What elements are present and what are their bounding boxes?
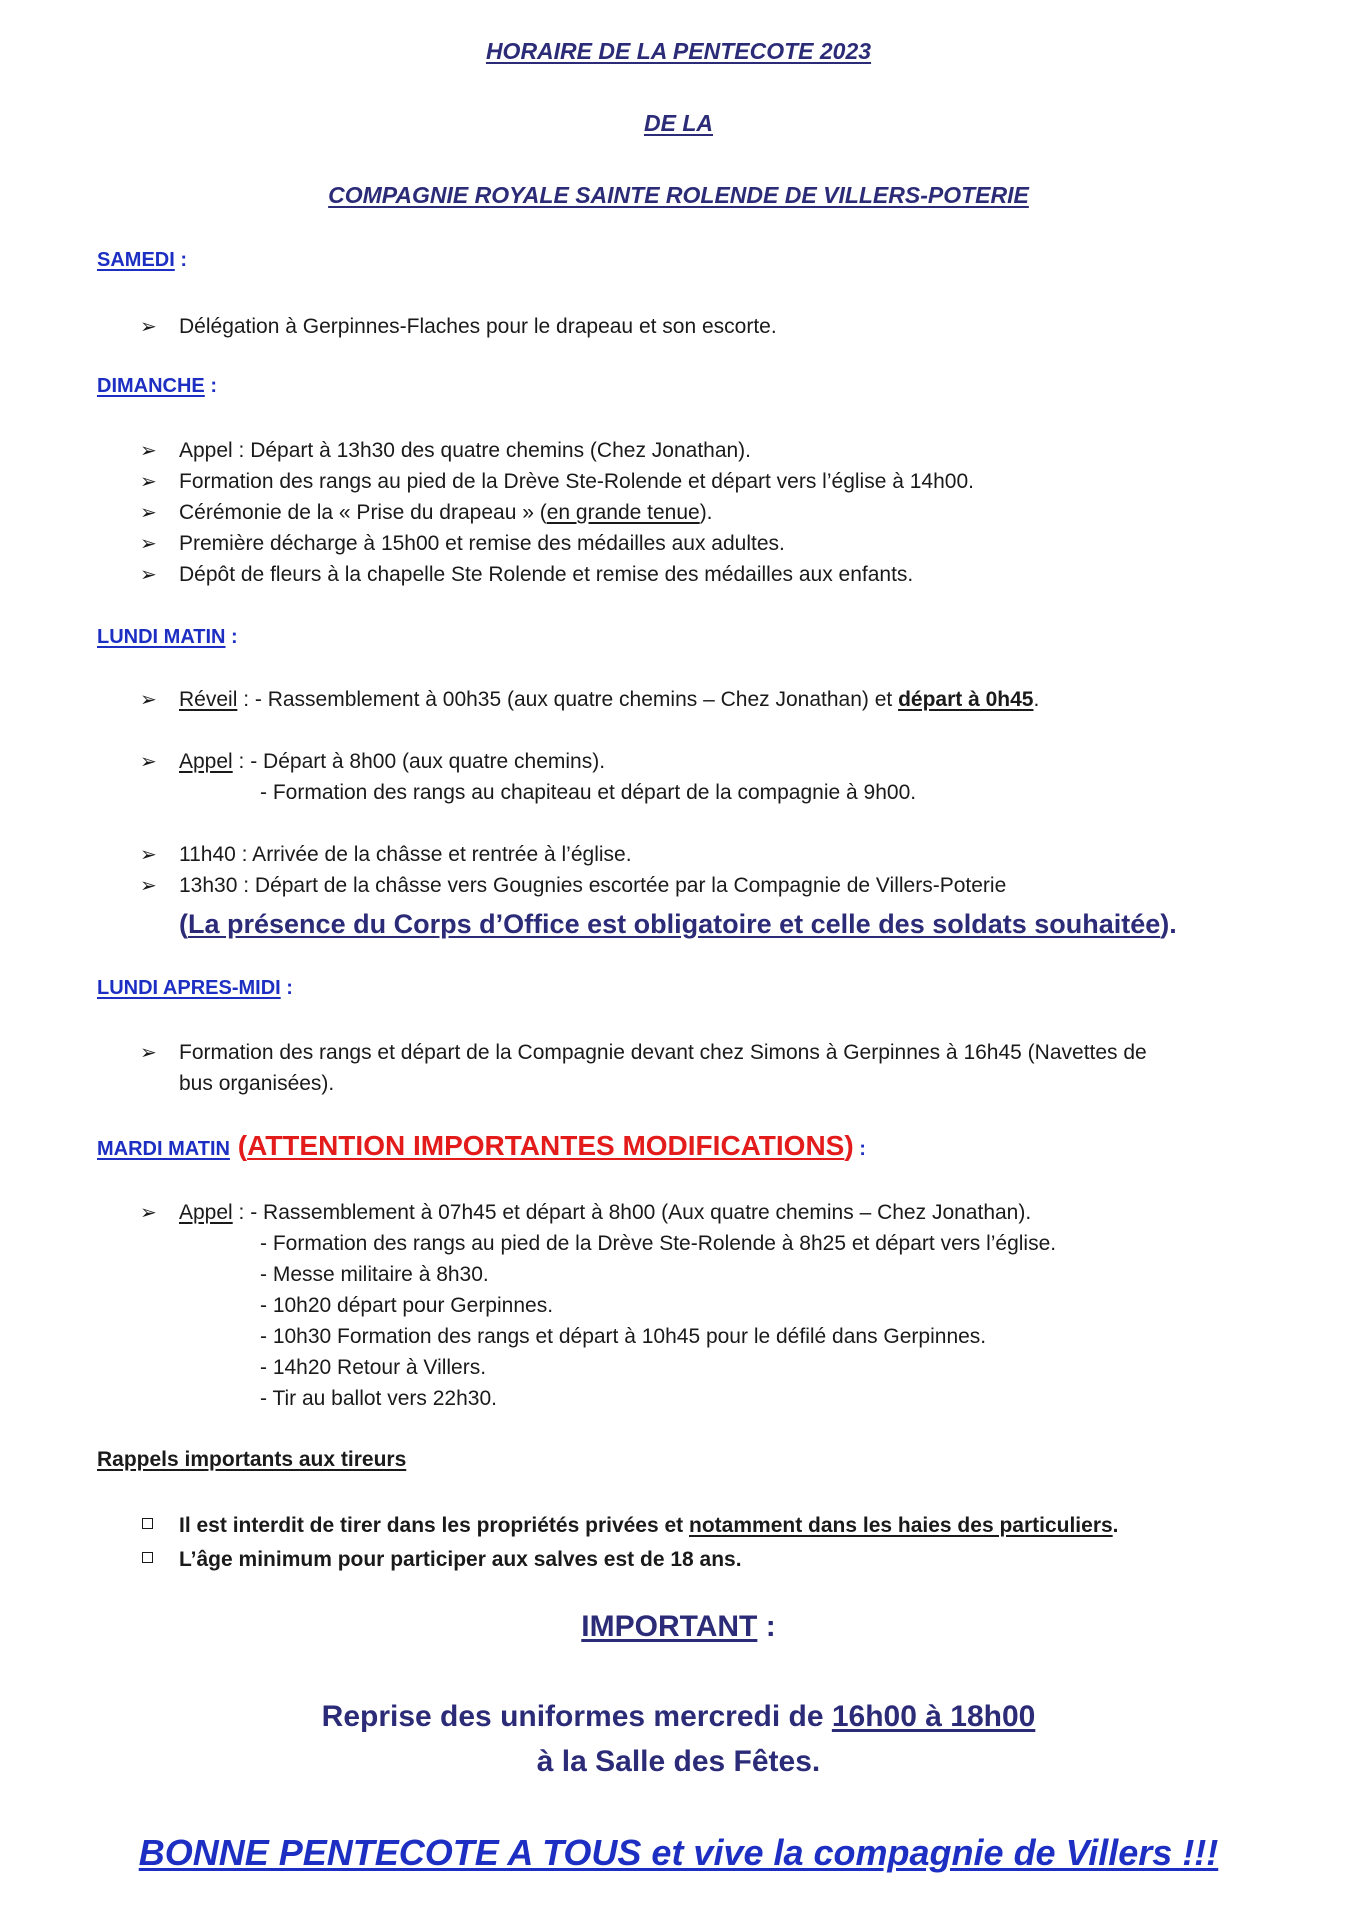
heading-lundi-apres-midi: LUNDI APRES-MIDI :: [97, 977, 293, 999]
list-item: ➢ Cérémonie de la « Prise du drapeau » (en grande tenue).: [140, 500, 713, 524]
list-item-continuation: bus organisées).: [179, 1072, 335, 1095]
heading-lundi-matin: LUNDI MATIN :: [97, 626, 238, 648]
list-item-continuation: - Messe militaire à 8h30.: [260, 1263, 489, 1286]
list-item: ➢ Formation des rangs au pied de la Drève Ste-Rolende et départ vers l’église à 14h00.: [140, 469, 974, 493]
arrow-bullet-icon: ➢: [140, 749, 157, 773]
list-item: L’âge minimum pour participer aux salves est de 18 ans.: [0, 1545, 1357, 1575]
list-item-continuation: - 10h30 Formation des rangs et départ à 10h45 pour le défilé dans Gerpinnes.: [260, 1325, 987, 1348]
arrow-bullet-icon: ➢: [140, 500, 157, 524]
arrow-bullet-icon: ➢: [140, 1200, 157, 1224]
important-heading: IMPORTANT :: [581, 1610, 776, 1643]
arrow-bullet-icon: ➢: [140, 438, 157, 462]
arrow-bullet-icon: ➢: [140, 687, 157, 711]
footer-greeting: BONNE PENTECOTE A TOUS et vive la compagnie de Villers !!!: [138, 1832, 1219, 1873]
arrow-bullet-icon: ➢: [140, 873, 157, 897]
arrow-bullet-icon: ➢: [140, 562, 157, 586]
list-item-continuation: - Formation des rangs au chapiteau et départ de la compagnie à 9h00.: [260, 781, 917, 804]
list-item: ➢ Appel : Départ à 13h30 des quatre chemins (Chez Jonathan).: [140, 438, 752, 462]
list-item: ➢ Formation des rangs et départ de la Compagnie devant chez Simons à Gerpinnes à 16h45 (Navettes de: [140, 1040, 1147, 1064]
title-line-3: COMPAGNIE ROYALE SAINTE ROLENDE DE VILLERS-POTERIE: [328, 182, 1029, 208]
arrow-bullet-icon: ➢: [140, 469, 157, 493]
heading-samedi: SAMEDI :: [97, 249, 188, 271]
arrow-bullet-icon: ➢: [140, 531, 157, 555]
list-item-continuation: - Tir au ballot vers 22h30.: [260, 1387, 497, 1410]
heading-rappels: Rappels importants aux tireurs: [97, 1448, 407, 1471]
list-item: ➢ Dépôt de fleurs à la chapelle Ste Rolende et remise des médailles aux enfants.: [140, 562, 914, 586]
square-bullet-icon: [142, 1518, 153, 1529]
title-line-1: HORAIRE DE LA PENTECOTE 2023: [485, 38, 872, 64]
important-line-1: Reprise des uniformes mercredi de 16h00 à 18h00: [321, 1700, 1036, 1733]
important-line-2: à la Salle des Fêtes.: [536, 1745, 821, 1778]
heading-dimanche: DIMANCHE :: [97, 375, 217, 397]
list-item: ➢ Première décharge à 15h00 et remise des médailles aux adultes.: [140, 531, 785, 555]
list-item: Il est interdit de tirer dans les propriétés privées et notamment dans les haies des particuliers.: [0, 1511, 1357, 1541]
arrow-bullet-icon: ➢: [140, 314, 157, 338]
list-item: ➢ Réveil : - Rassemblement à 00h35 (aux quatre chemins – Chez Jonathan) et départ à 0h45.: [140, 687, 1040, 711]
notice-corps-office: (La présence du Corps d’Office est obligatoire et celle des soldats souhaitée).: [179, 909, 1177, 939]
arrow-bullet-icon: ➢: [140, 1040, 157, 1064]
list-item: ➢ Appel : - Départ à 8h00 (aux quatre chemins).: [140, 749, 606, 773]
list-item: ➢ 11h40 : Arrivée de la châsse et rentrée à l’église.: [140, 842, 632, 866]
list-item: ➢ Délégation à Gerpinnes-Flaches pour le drapeau et son escorte.: [140, 314, 777, 338]
heading-mardi-matin: MARDI MATIN (ATTENTION IMPORTANTES MODIFICATIONS) :: [97, 1130, 866, 1161]
list-item-continuation: - 14h20 Retour à Villers.: [260, 1356, 487, 1379]
list-item-continuation: - Formation des rangs au pied de la Drève Ste-Rolende à 8h25 et départ vers l’église.: [260, 1232, 1057, 1255]
arrow-bullet-icon: ➢: [140, 842, 157, 866]
list-item-continuation: - 10h20 départ pour Gerpinnes.: [260, 1294, 554, 1317]
title-line-2: DE LA: [644, 110, 713, 136]
square-bullet-icon: [142, 1552, 153, 1563]
list-item: ➢ 13h30 : Départ de la châsse vers Gougnies escortée par la Compagnie de Villers-Poterie: [140, 873, 1007, 897]
list-item: ➢ Appel : - Rassemblement à 07h45 et départ à 8h00 (Aux quatre chemins – Chez Jonathan).: [140, 1200, 1032, 1224]
